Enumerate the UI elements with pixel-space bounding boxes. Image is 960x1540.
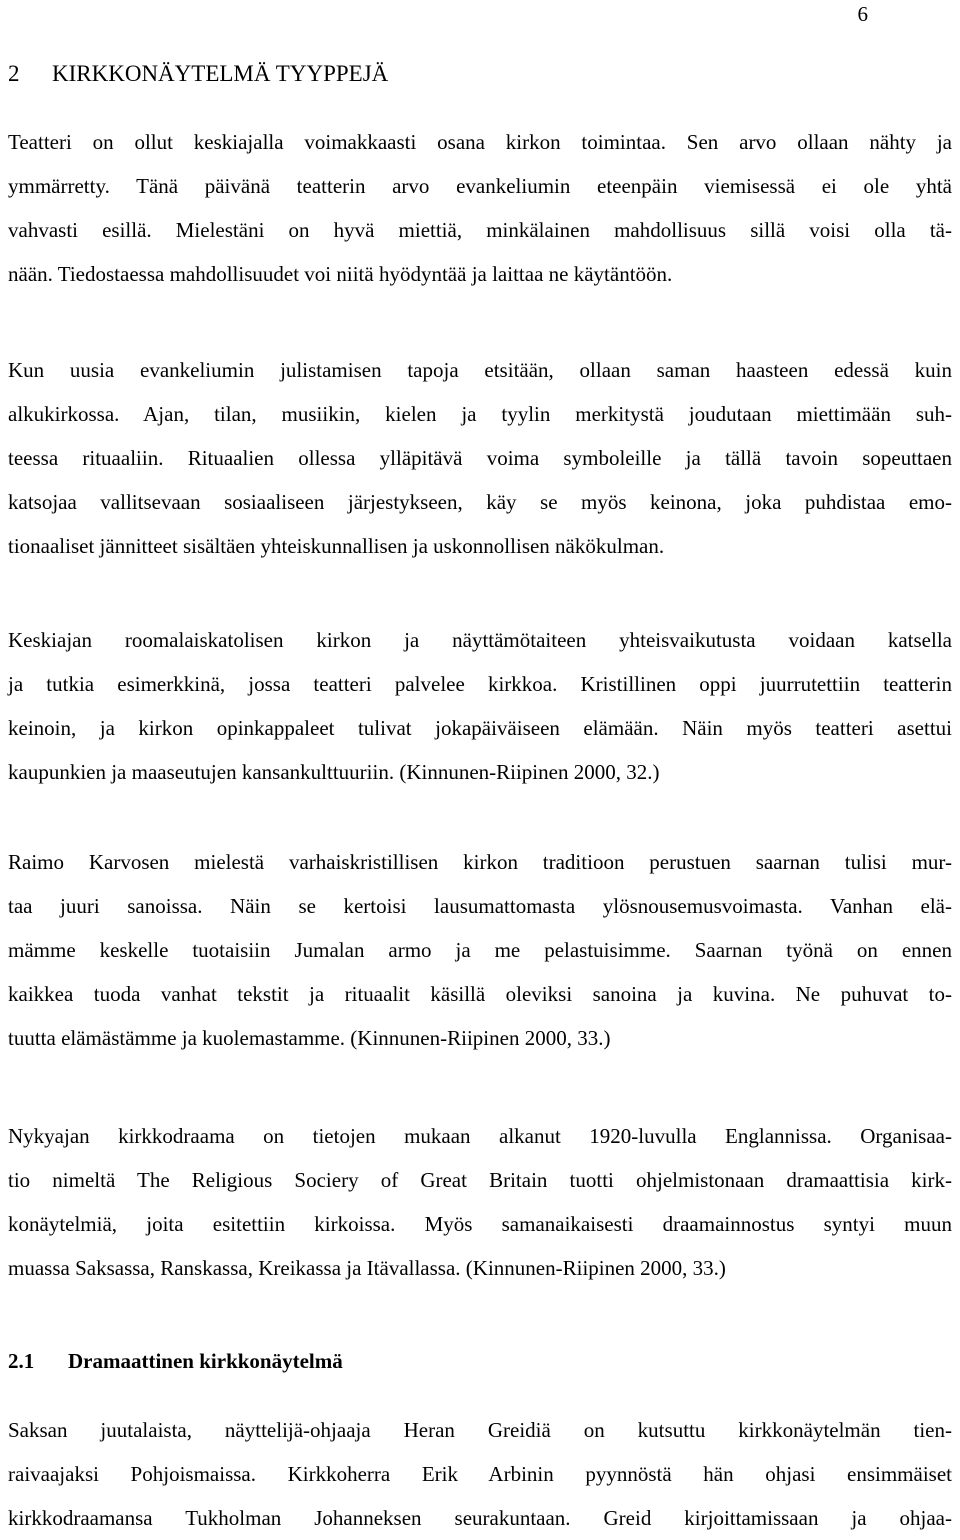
text-line: kirkkodraamansa Tukholman Johanneksen seurakuntaan. Greid kirjoittamissaan ja ohjaa- bbox=[8, 1506, 952, 1530]
text-line: muassa Saksassa, Ranskassa, Kreikassa ja Itävallassa. (Kinnunen-Riipinen 2000, 33.) bbox=[8, 1256, 726, 1280]
text-line: teessa rituaaliin. Rituaalien ollessa ylläpitävä voima symboleille ja tällä tavoin sopeuttaen bbox=[8, 446, 952, 470]
subsection-heading bbox=[8, 1346, 343, 1376]
text-line: Saksan juutalaista, näyttelijä-ohjaaja Heran Greidiä on kutsuttu kirkkonäytelmän tien- bbox=[8, 1418, 952, 1442]
text-line: tio nimeltä The Religious Sociery of Great Britain tuotti ohjelmistonaan dramaattisia kirk- bbox=[8, 1168, 952, 1192]
section-title: KIRKKONÄYTELMÄ TYYPPEJÄ bbox=[52, 61, 389, 86]
page-number: 6 bbox=[857, 2, 868, 26]
text-line: Kun uusia evankeliumin julistamisen tapoja etsitään, ollaan saman haasteen edessä kuin bbox=[8, 358, 952, 382]
paragraph-6 bbox=[8, 1408, 952, 1540]
subsection-title: Dramaattinen kirkkonäytelmä bbox=[68, 1349, 343, 1373]
section-number: 2 bbox=[8, 61, 20, 86]
text-line: Nykyajan kirkkodraama on tietojen mukaan alkanut 1920-luvulla Englannissa. Organisaa- bbox=[8, 1124, 952, 1148]
text-line: raivaajaksi Pohjoismaissa. Kirkkoherra Erik Arbinin pyynnöstä hän ohjasi ensimmäiset bbox=[8, 1462, 952, 1486]
text-line: kaupunkien ja maaseutujen kansankulttuuriin. (Kinnunen-Riipinen 2000, 32.) bbox=[8, 760, 660, 784]
text-line: kaikkea tuoda vanhat tekstit ja rituaalit käsillä oleviksi sanoina ja kuvina. Ne puhuvat to- bbox=[8, 982, 952, 1006]
paragraph-5 bbox=[8, 1114, 952, 1290]
text-line: taa juuri sanoissa. Näin se kertoisi lausumattomasta ylösnousemusvoimasta. Vanhan elä- bbox=[8, 894, 952, 918]
text-line: Teatteri on ollut keskiajalla voimakkaasti osana kirkon toimintaa. Sen arvo ollaan nähty ja bbox=[8, 130, 952, 154]
text-line: tuutta elämästämme ja kuolemastamme. (Kinnunen-Riipinen 2000, 33.) bbox=[8, 1026, 611, 1050]
section-heading bbox=[8, 59, 388, 89]
text-line: Raimo Karvosen mielestä varhaiskristillisen kirkon traditioon perustuen saarnan tulisi mur- bbox=[8, 850, 952, 874]
text-line: nään. Tiedostaessa mahdollisuudet voi niitä hyödyntää ja laittaa ne käytäntöön. bbox=[8, 262, 673, 286]
text-line: tionaaliset jännitteet sisältäen yhteiskunnallisen ja uskonnollisen näkökulman. bbox=[8, 534, 665, 558]
text-line: vahvasti esillä. Mielestäni on hyvä miettiä, minkälainen mahdollisuus sillä voisi olla tä- bbox=[8, 218, 952, 242]
text-line: konäytelmiä, joita esitettiin kirkoissa. Myös samanaikaisesti draamainnostus syntyi muun bbox=[8, 1212, 952, 1236]
paragraph-1 bbox=[8, 120, 952, 296]
text-line: alkukirkossa. Ajan, tilan, musiikin, kielen ja tyylin merkitystä joudutaan miettimään suh- bbox=[8, 402, 952, 426]
text-line: keinoin, ja kirkon opinkappaleet tulivat jokapäiväiseen elämään. Näin myös teatteri asettui bbox=[8, 716, 952, 740]
text-line: ja tutkia esimerkkinä, jossa teatteri palvelee kirkkoa. Kristillinen oppi juurrutettiin teatterin bbox=[8, 672, 952, 696]
text-line: katsojaa vallitsevaan sosiaaliseen järjestykseen, käy se myös keinona, joka puhdistaa emo- bbox=[8, 490, 952, 514]
text-line: Keskiajan roomalaiskatolisen kirkon ja näyttämötaiteen yhteisvaikutusta voidaan katsella bbox=[8, 628, 952, 652]
paragraph-2 bbox=[8, 348, 952, 568]
text-line: ymmärretty. Tänä päivänä teatterin arvo evankeliumin eteenpäin viemisessä ei ole yhtä bbox=[8, 174, 952, 198]
paragraph-3 bbox=[8, 618, 952, 794]
paragraph-4 bbox=[8, 840, 952, 1060]
text-line: mämme keskelle tuotaisiin Jumalan armo ja me pelastuisimme. Saarnan työnä on ennen bbox=[8, 938, 952, 962]
subsection-number: 2.1 bbox=[8, 1349, 35, 1373]
